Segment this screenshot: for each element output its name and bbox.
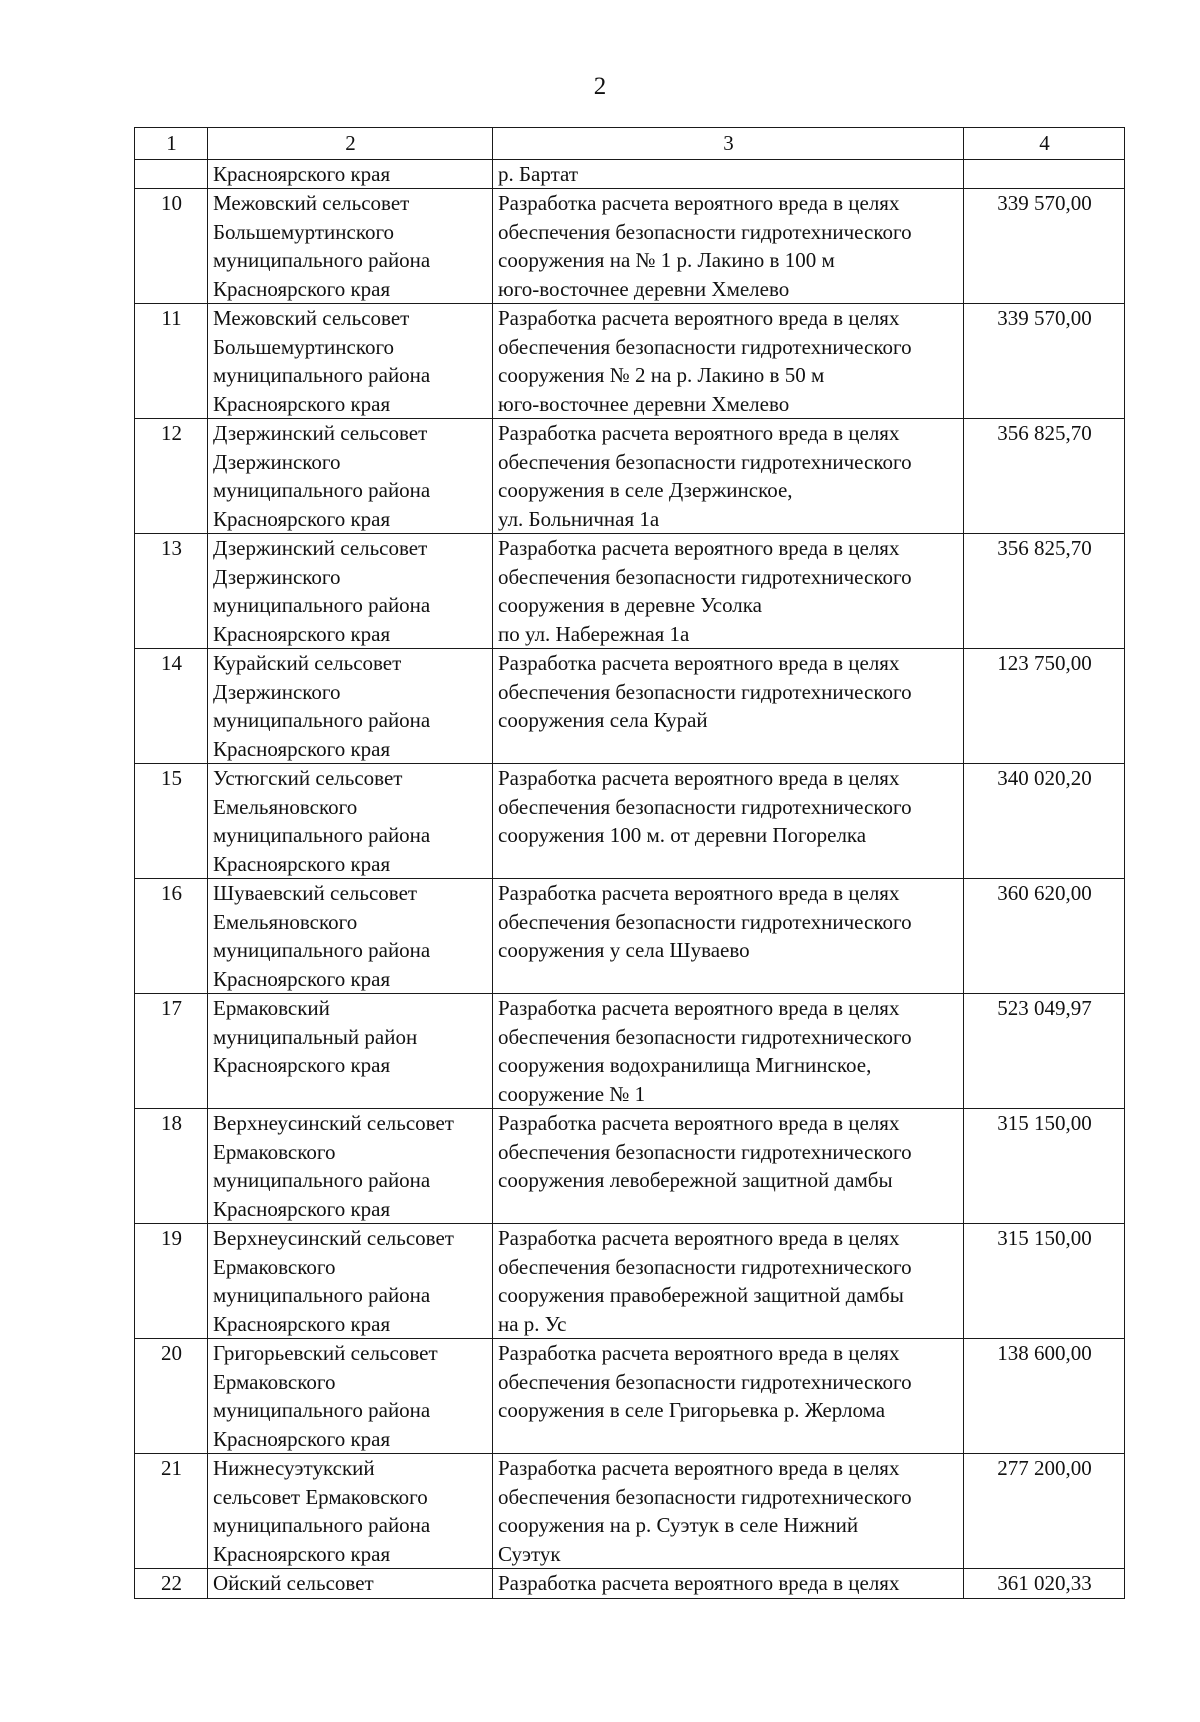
table-row (135, 1109, 1125, 1224)
recipient-line: Нижнесуэтукский (213, 1456, 375, 1480)
recipient-line: Ермаковского (213, 1369, 336, 1394)
recipient-line: муниципального района (213, 363, 431, 387)
purpose-cell (493, 994, 964, 1109)
purpose-cell (493, 1224, 964, 1339)
purpose-line: сооружения 100 м. от деревни Погорелка (498, 823, 867, 847)
recipient-line: Красноярского края (213, 621, 391, 646)
amount-cell: 356 825,70 (964, 534, 1125, 649)
recipient-line: Емельяновского (213, 909, 358, 934)
recipient-line: Красноярского края (213, 1426, 391, 1451)
purpose-line: сооружения водохранилища Мигнинское, (498, 1053, 872, 1077)
purpose-line: Разработка расчета вероятного вреда в целях (498, 1456, 900, 1480)
row-number: 11 (135, 304, 208, 419)
purpose-line: обеспечения безопасности гидротехнического (498, 334, 912, 359)
purpose-line: обеспечения безопасности гидротехнического (498, 1254, 912, 1279)
table-row (135, 1224, 1125, 1339)
amount-cell: 315 150,00 (964, 1109, 1125, 1224)
recipient-line: Ермаковский (213, 996, 330, 1020)
table-row (135, 189, 1125, 304)
table-row (135, 649, 1125, 764)
column-header-2: 2 (208, 128, 493, 160)
recipient-cell (208, 994, 493, 1109)
recipient-line: Емельяновского (213, 794, 358, 819)
recipient-line: Дзержинский сельсовет (213, 421, 428, 445)
recipient-line: Дзержинского (213, 564, 341, 589)
purpose-cell (493, 189, 964, 304)
purpose-line: сооружения правобережной защитной дамбы (498, 1283, 904, 1307)
purpose-line: по ул. Набережная 1а (498, 621, 690, 646)
recipient-cell (208, 1569, 493, 1599)
amount-cell: 361 020,33 (964, 1569, 1125, 1599)
amount-cell: 523 049,97 (964, 994, 1125, 1109)
amount-cell: 277 200,00 (964, 1454, 1125, 1569)
recipient-line: Ермаковского (213, 1254, 336, 1279)
table-body (135, 159, 1125, 1598)
table-row (135, 764, 1125, 879)
purpose-line: на р. Ус (498, 1311, 567, 1336)
recipient-line: муниципального района (213, 708, 431, 732)
recipient-line: муниципального района (213, 1398, 431, 1422)
recipient-line: Курайский сельсовет (213, 651, 402, 675)
recipient-cell (208, 189, 493, 304)
recipient-cell (208, 1109, 493, 1224)
purpose-line: сооружения в деревне Усолка (498, 593, 762, 617)
purpose-cell (493, 304, 964, 419)
row-number: 15 (135, 764, 208, 879)
purpose-line: юго-восточнее деревни Хмелево (498, 276, 790, 301)
recipient-line: Дзержинского (213, 679, 341, 704)
purpose-line: Разработка расчета вероятного вреда в целях (498, 1571, 900, 1595)
recipient-cell (208, 649, 493, 764)
recipient-line: муниципального района (213, 1513, 431, 1537)
purpose-line: сооружения у села Шуваево (498, 938, 750, 962)
purpose-line: ул. Больничная 1а (498, 506, 660, 531)
purpose-cell (493, 649, 964, 764)
amount-cell (964, 159, 1125, 189)
amount-cell: 123 750,00 (964, 649, 1125, 764)
recipient-line: Красноярского края (213, 1541, 391, 1566)
purpose-line: сооружения в селе Григорьевка р. Жерлома (498, 1398, 886, 1422)
recipient-line: Красноярского края (213, 1053, 391, 1077)
recipient-cell (208, 879, 493, 994)
purpose-cell (493, 1109, 964, 1224)
table-row (135, 994, 1125, 1109)
column-header-1: 1 (135, 128, 208, 160)
amount-cell: 356 825,70 (964, 419, 1125, 534)
purpose-line: Разработка расчета вероятного вреда в целях (498, 766, 900, 790)
recipient-line: сельсовет Ермаковского (213, 1484, 428, 1509)
row-number: 14 (135, 649, 208, 764)
table-row (135, 1569, 1125, 1599)
purpose-line: Суэтук (498, 1541, 561, 1566)
purpose-line: Разработка расчета вероятного вреда в целях (498, 881, 900, 905)
purpose-line: сооружения № 2 на р. Лакино в 50 м (498, 363, 825, 387)
purpose-cell (493, 879, 964, 994)
recipient-line: Красноярского края (213, 851, 391, 876)
purpose-cell (493, 1339, 964, 1454)
row-number: 20 (135, 1339, 208, 1454)
table-row (135, 419, 1125, 534)
purpose-line: Разработка расчета вероятного вреда в целях (498, 1226, 900, 1250)
recipient-line: Красноярского края (213, 161, 391, 186)
recipient-line: Красноярского края (213, 1311, 391, 1336)
amount-cell: 315 150,00 (964, 1224, 1125, 1339)
purpose-line: Разработка расчета вероятного вреда в целях (498, 1111, 900, 1135)
recipient-cell (208, 419, 493, 534)
recipient-line: муниципального района (213, 248, 431, 272)
recipient-line: Межовский сельсовет (213, 306, 410, 330)
purpose-line: сооружение № 1 (498, 1081, 646, 1106)
purpose-line: обеспечения безопасности гидротехнического (498, 1139, 912, 1164)
purpose-line: обеспечения безопасности гидротехнического (498, 219, 912, 244)
row-number: 19 (135, 1224, 208, 1339)
recipient-cell (208, 1224, 493, 1339)
purpose-line: обеспечения безопасности гидротехнического (498, 1024, 912, 1049)
purpose-line: Разработка расчета вероятного вреда в целях (498, 421, 900, 445)
recipient-line: Шуваевский сельсовет (213, 881, 418, 905)
purpose-line: обеспечения безопасности гидротехнического (498, 794, 912, 819)
recipient-line: муниципального района (213, 593, 431, 617)
purpose-cell (493, 159, 964, 189)
column-header-4: 4 (964, 128, 1125, 160)
purpose-line: обеспечения безопасности гидротехнического (498, 564, 912, 589)
recipient-cell (208, 159, 493, 189)
row-number: 17 (135, 994, 208, 1109)
recipient-line: муниципального района (213, 1283, 431, 1307)
recipient-line: муниципального района (213, 823, 431, 847)
purpose-cell (493, 764, 964, 879)
row-number: 13 (135, 534, 208, 649)
recipient-line: Межовский сельсовет (213, 191, 410, 215)
recipient-line: Дзержинский сельсовет (213, 536, 428, 560)
recipient-line: Красноярского края (213, 966, 391, 991)
purpose-cell (493, 534, 964, 649)
amount-cell: 339 570,00 (964, 304, 1125, 419)
recipient-line: Красноярского края (213, 276, 391, 301)
purpose-line: Разработка расчета вероятного вреда в целях (498, 191, 900, 215)
amount-cell: 339 570,00 (964, 189, 1125, 304)
recipient-line: муниципального района (213, 1168, 431, 1192)
recipient-line: Верхнеусинский сельсовет (213, 1226, 454, 1250)
purpose-line: сооружения левобережной защитной дамбы (498, 1168, 893, 1192)
purpose-line: юго-восточнее деревни Хмелево (498, 391, 790, 416)
amount-cell: 340 020,20 (964, 764, 1125, 879)
recipient-line: Григорьевский сельсовет (213, 1341, 438, 1365)
purpose-line: сооружения села Курай (498, 708, 708, 732)
recipient-line: Красноярского края (213, 1196, 391, 1221)
recipient-line: Красноярского края (213, 391, 391, 416)
purpose-line: р. Бартат (498, 161, 578, 186)
table-row (135, 304, 1125, 419)
purpose-cell (493, 1454, 964, 1569)
table-row (135, 1454, 1125, 1569)
row-number: 22 (135, 1569, 208, 1599)
row-number: 10 (135, 189, 208, 304)
recipient-line: Большемуртинского (213, 334, 395, 359)
row-number: 16 (135, 879, 208, 994)
purpose-line: сооружения в селе Дзержинское, (498, 478, 793, 502)
recipient-cell (208, 304, 493, 419)
recipient-line: Устюгский сельсовет (213, 766, 403, 790)
purpose-line: Разработка расчета вероятного вреда в целях (498, 651, 900, 675)
table-header-row (135, 128, 1125, 160)
recipient-line: Большемуртинского (213, 219, 395, 244)
amount-cell: 138 600,00 (964, 1339, 1125, 1454)
purpose-line: обеспечения безопасности гидротехнического (498, 1369, 912, 1394)
table-row (135, 1339, 1125, 1454)
recipient-cell (208, 764, 493, 879)
row-number: 18 (135, 1109, 208, 1224)
purpose-cell (493, 419, 964, 534)
column-header-3: 3 (493, 128, 964, 160)
purpose-line: обеспечения безопасности гидротехнического (498, 449, 912, 474)
recipient-line: муниципальный район (213, 1024, 418, 1049)
row-number: 21 (135, 1454, 208, 1569)
purpose-line: Разработка расчета вероятного вреда в целях (498, 306, 900, 330)
recipient-line: Ойский сельсовет (213, 1571, 374, 1595)
purpose-line: обеспечения безопасности гидротехнического (498, 1484, 912, 1509)
table-row (135, 534, 1125, 649)
recipient-line: Красноярского края (213, 736, 391, 761)
row-number (135, 159, 208, 189)
allocation-table (134, 127, 1125, 1599)
recipient-line: Дзержинского (213, 449, 341, 474)
purpose-line: Разработка расчета вероятного вреда в целях (498, 536, 900, 560)
table-row (135, 879, 1125, 994)
row-number: 12 (135, 419, 208, 534)
recipient-line: муниципального района (213, 478, 431, 502)
recipient-line: Ермаковского (213, 1139, 336, 1164)
amount-cell: 360 620,00 (964, 879, 1125, 994)
recipient-cell (208, 1454, 493, 1569)
recipient-line: муниципального района (213, 938, 431, 962)
purpose-line: Разработка расчета вероятного вреда в целях (498, 996, 900, 1020)
purpose-line: сооружения на р. Суэтук в селе Нижний (498, 1513, 859, 1537)
recipient-cell (208, 534, 493, 649)
purpose-line: обеспечения безопасности гидротехнического (498, 679, 912, 704)
purpose-line: Разработка расчета вероятного вреда в целях (498, 1341, 900, 1365)
purpose-line: обеспечения безопасности гидротехнического (498, 909, 912, 934)
purpose-line: сооружения на № 1 р. Лакино в 100 м (498, 248, 835, 272)
purpose-cell (493, 1569, 964, 1599)
page-number: 2 (593, 73, 607, 100)
continuation-row (135, 159, 1125, 189)
recipient-line: Красноярского края (213, 506, 391, 531)
recipient-line: Верхнеусинский сельсовет (213, 1111, 454, 1135)
recipient-cell (208, 1339, 493, 1454)
